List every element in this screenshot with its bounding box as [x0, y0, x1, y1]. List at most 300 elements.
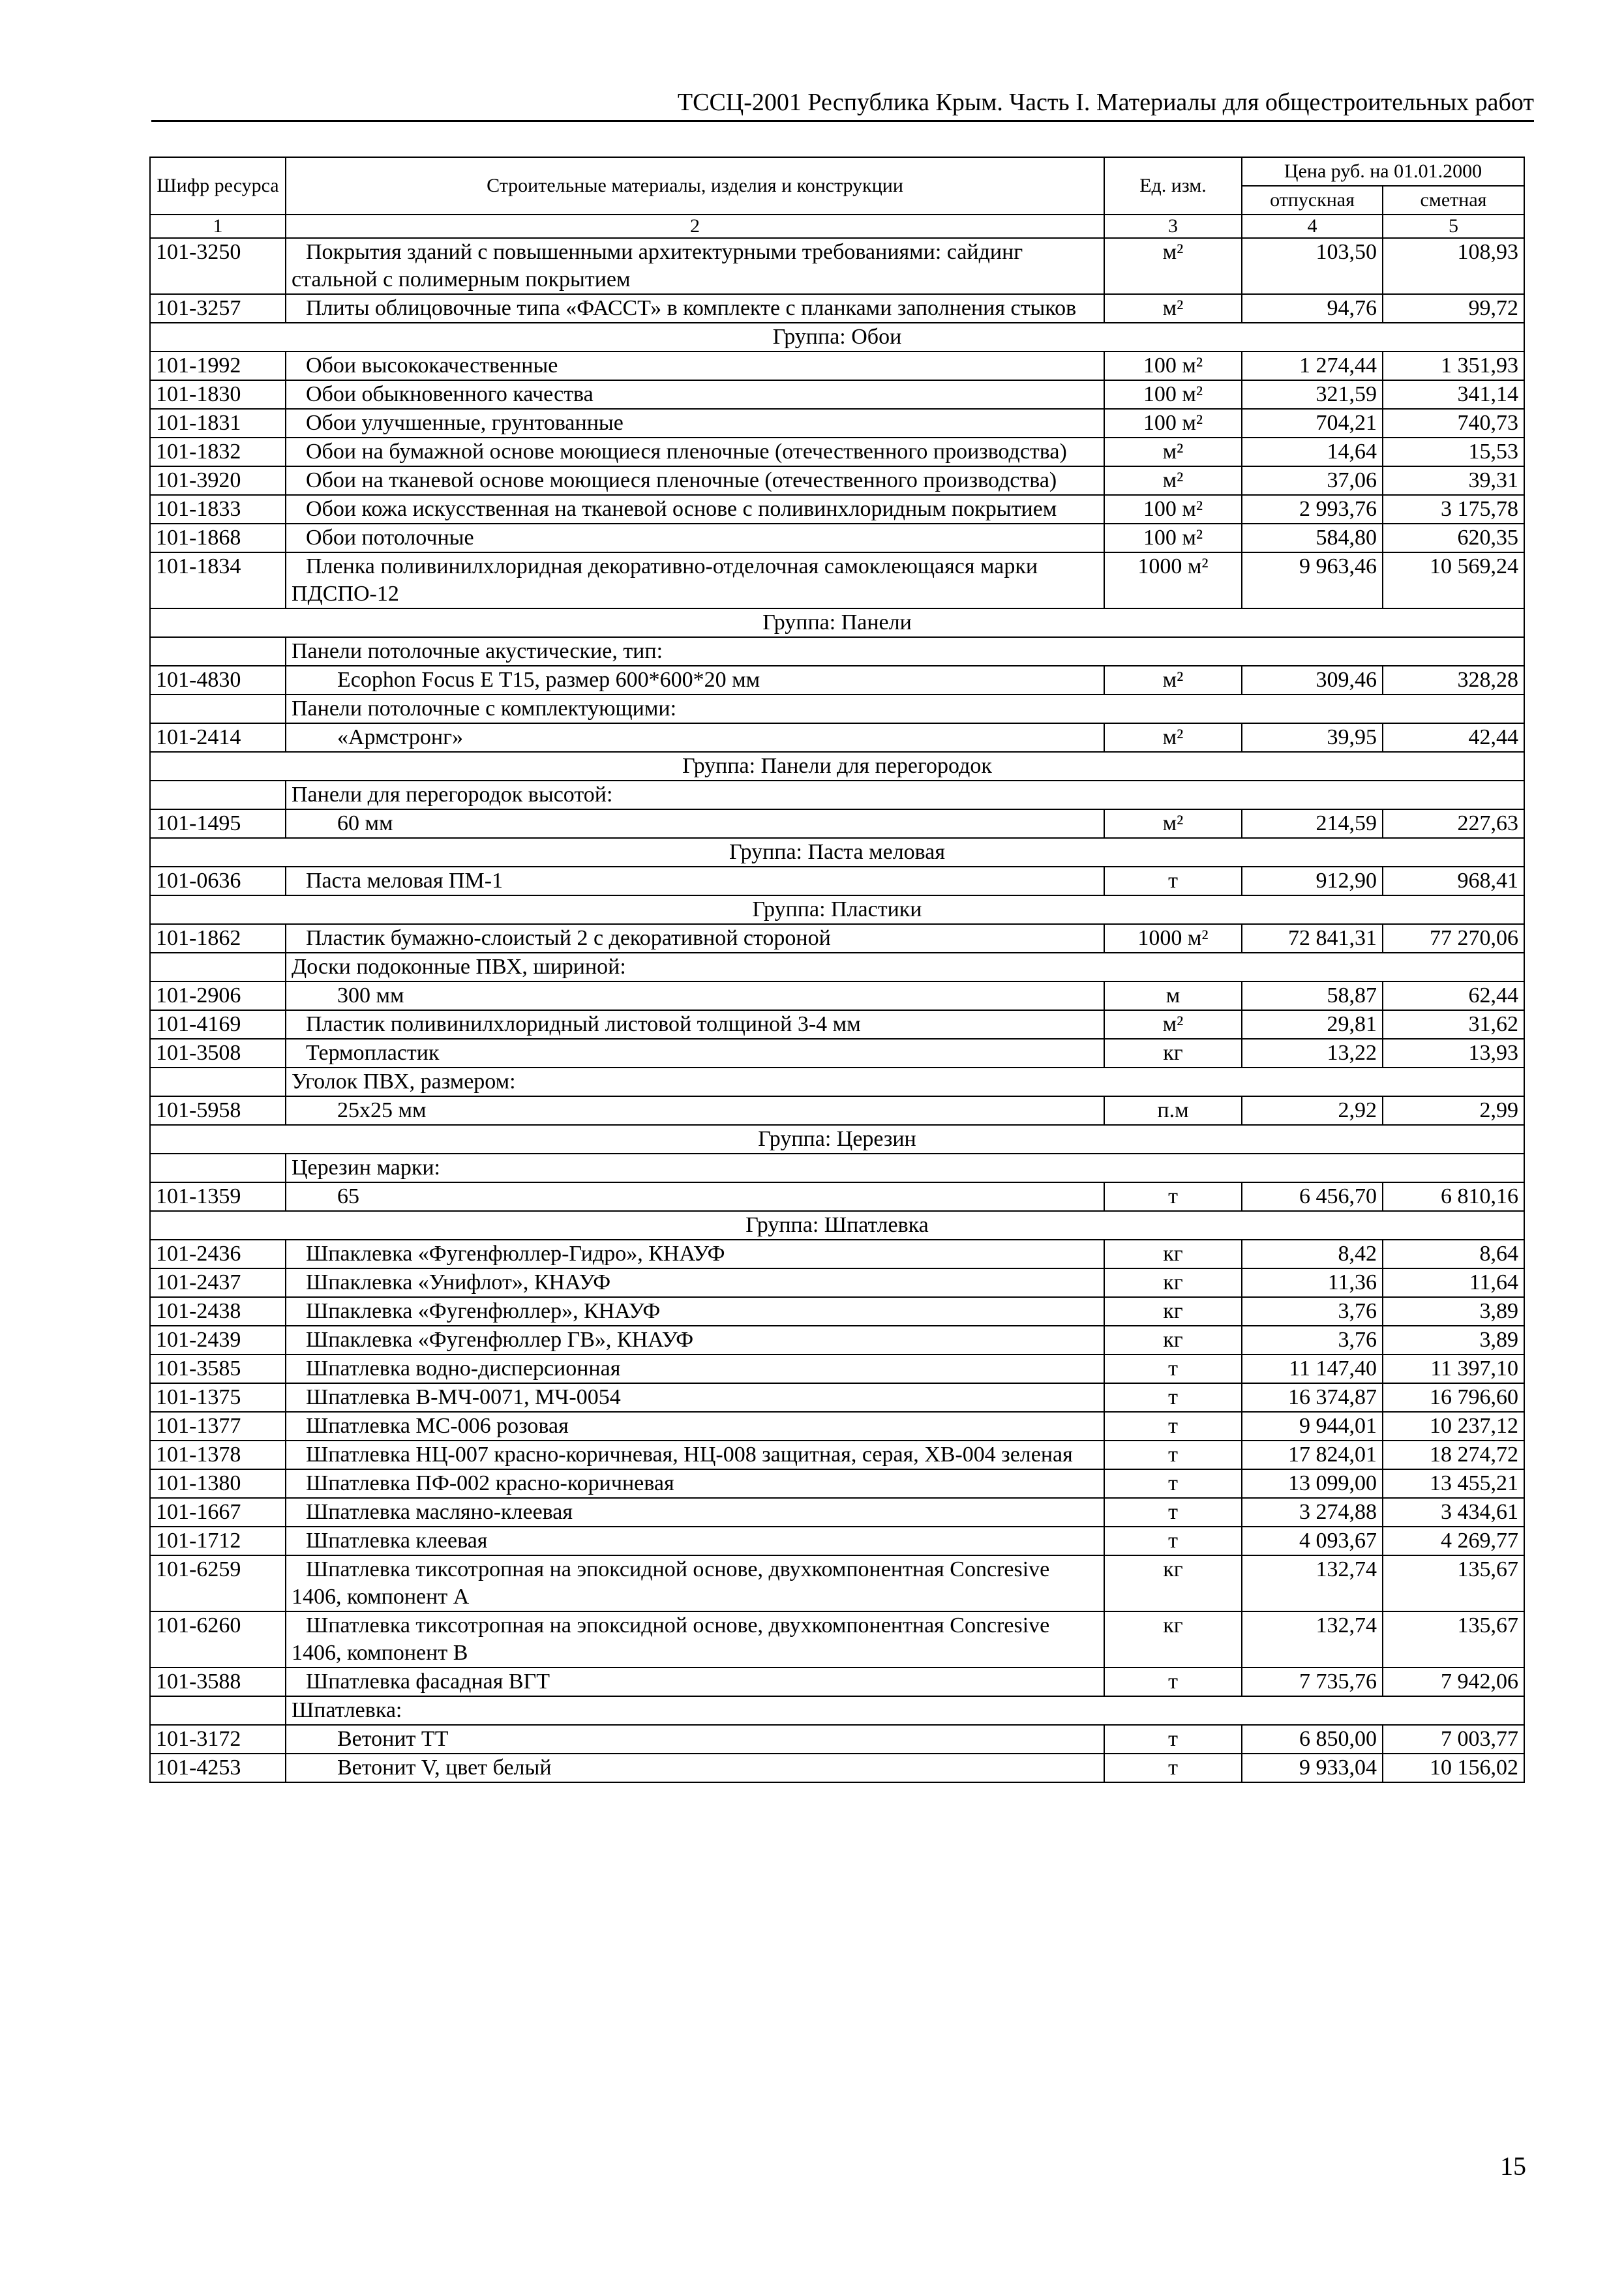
table-row	[150, 438, 1524, 466]
release-price-cell: 7 735,76	[1242, 1668, 1383, 1696]
group-heading-row	[150, 895, 1524, 924]
table-row	[150, 409, 1524, 438]
material-name-cell	[286, 380, 1104, 409]
release-price-cell: 584,80	[1242, 524, 1383, 552]
material-name-cell	[286, 1527, 1104, 1555]
table-row	[150, 1240, 1524, 1268]
release-price-cell: 16 374,87	[1242, 1383, 1383, 1412]
header-unit: Ед. изм.	[1104, 157, 1242, 215]
table-row	[150, 1383, 1524, 1412]
release-price-cell: 309,46	[1242, 666, 1383, 695]
material-name-cell	[286, 352, 1104, 380]
subheader-row	[150, 781, 1524, 809]
subheader-row	[150, 637, 1524, 666]
subheader-text: Шпатлевка:	[286, 1696, 1524, 1725]
material-name: Пластик бумажно-слоистый 2 с декоративной стороной	[306, 926, 831, 950]
material-name: Пленка поливинилхлоридная декоративно-отделочная самоклеющаяся марки ПДСПО-12	[292, 554, 1038, 606]
material-name: 60 мм	[337, 811, 393, 835]
material-name-cell	[286, 1555, 1104, 1611]
unit-cell: т	[1104, 867, 1242, 895]
unit-cell: м²	[1104, 294, 1242, 323]
unit-cell: 100 м²	[1104, 409, 1242, 438]
subheader-text: Уголок ПВХ, размером:	[286, 1068, 1524, 1096]
resource-code-cell: 101-3172	[150, 1725, 286, 1754]
header-rule	[151, 120, 1534, 122]
release-price-cell: 17 824,01	[1242, 1441, 1383, 1469]
table-row	[150, 1412, 1524, 1441]
table-row	[150, 352, 1524, 380]
unit-cell: м²	[1104, 666, 1242, 695]
material-name: Обои потолочные	[306, 526, 474, 550]
price-table	[149, 157, 1525, 1783]
table-header	[150, 157, 1524, 238]
material-name: Шпатлевка МС-006 розовая	[306, 1414, 569, 1438]
release-price-cell: 11 147,40	[1242, 1354, 1383, 1383]
release-price-cell: 132,74	[1242, 1611, 1383, 1668]
release-price-cell: 94,76	[1242, 294, 1383, 323]
table-row	[150, 524, 1524, 552]
table-row	[150, 809, 1524, 838]
table-row	[150, 1010, 1524, 1039]
subheader-empty-cell	[150, 1068, 286, 1096]
unit-cell: м²	[1104, 466, 1242, 495]
resource-code-cell: 101-1830	[150, 380, 286, 409]
group-heading-row	[150, 752, 1524, 781]
material-name-cell	[286, 924, 1104, 953]
material-name-cell	[286, 1326, 1104, 1354]
table-row	[150, 1297, 1524, 1326]
unit-cell: т	[1104, 1725, 1242, 1754]
unit-cell: м²	[1104, 438, 1242, 466]
estimate-price-cell: 341,14	[1383, 380, 1524, 409]
material-name: Шпатлевка фасадная ВГТ	[306, 1669, 550, 1694]
resource-code-cell: 101-1992	[150, 352, 286, 380]
release-price-cell: 72 841,31	[1242, 924, 1383, 953]
estimate-price-cell: 6 810,16	[1383, 1182, 1524, 1211]
unit-cell: 100 м²	[1104, 352, 1242, 380]
material-name: Шпаклевка «Фугенфюллер», КНАУФ	[306, 1299, 661, 1323]
estimate-price-cell: 8,64	[1383, 1240, 1524, 1268]
table-row	[150, 294, 1524, 323]
release-price-cell: 3 274,88	[1242, 1498, 1383, 1527]
material-name-cell	[286, 1441, 1104, 1469]
table-row	[150, 1354, 1524, 1383]
estimate-price-cell: 16 796,60	[1383, 1383, 1524, 1412]
material-name: 25x25 мм	[337, 1098, 427, 1122]
resource-code-cell: 101-1359	[150, 1182, 286, 1211]
group-heading-row	[150, 608, 1524, 637]
header-code: Шифр ресурса	[150, 157, 286, 215]
estimate-price-cell: 108,93	[1383, 238, 1524, 294]
release-price-cell: 58,87	[1242, 981, 1383, 1010]
estimate-price-cell: 39,31	[1383, 466, 1524, 495]
subheader-text: Доски подоконные ПВХ, шириной:	[286, 953, 1524, 981]
estimate-price-cell: 7 003,77	[1383, 1725, 1524, 1754]
table-row	[150, 495, 1524, 524]
estimate-price-cell: 11,64	[1383, 1268, 1524, 1297]
group-title: Группа: Обои	[150, 323, 1524, 352]
resource-code-cell: 101-3257	[150, 294, 286, 323]
subheader-row	[150, 1154, 1524, 1182]
release-price-cell: 1 274,44	[1242, 352, 1383, 380]
unit-cell: 100 м²	[1104, 380, 1242, 409]
table-row	[150, 466, 1524, 495]
material-name-cell	[286, 1725, 1104, 1754]
resource-code-cell: 101-2436	[150, 1240, 286, 1268]
resource-code-cell: 101-1375	[150, 1383, 286, 1412]
subheader-empty-cell	[150, 695, 286, 723]
table-row	[150, 1441, 1524, 1469]
material-name: Обои на бумажной основе моющиеся пленочные (отечественного производства)	[306, 440, 1067, 464]
table-row	[150, 1469, 1524, 1498]
material-name: Шпаклевка «Фугенфюллер-Гидро», КНАУФ	[306, 1242, 725, 1266]
resource-code-cell: 101-2437	[150, 1268, 286, 1297]
resource-code-cell: 101-3250	[150, 238, 286, 294]
material-name: Обои обыкновенного качества	[306, 382, 594, 406]
unit-cell: т	[1104, 1527, 1242, 1555]
material-name: Шпатлевка ПФ-002 красно-коричневая	[306, 1471, 674, 1495]
estimate-price-cell: 328,28	[1383, 666, 1524, 695]
material-name-cell	[286, 1182, 1104, 1211]
material-name-cell	[286, 294, 1104, 323]
material-name: Покрытия зданий с повышенными архитектурными требованиями: сайдинг стальной с полимерным покрытием	[292, 240, 1023, 292]
estimate-price-cell: 135,67	[1383, 1611, 1524, 1668]
subheader-empty-cell	[150, 1154, 286, 1182]
material-name-cell	[286, 495, 1104, 524]
group-title: Группа: Шпатлевка	[150, 1211, 1524, 1240]
unit-cell: м²	[1104, 723, 1242, 752]
material-name: Обои высококачественные	[306, 353, 558, 378]
material-name: Обои на тканевой основе моющиеся пленочные (отечественного производства)	[306, 468, 1057, 492]
unit-cell: т	[1104, 1668, 1242, 1696]
resource-code-cell: 101-4169	[150, 1010, 286, 1039]
unit-cell: т	[1104, 1498, 1242, 1527]
resource-code-cell: 101-1868	[150, 524, 286, 552]
material-name-cell	[286, 1240, 1104, 1268]
unit-cell: т	[1104, 1469, 1242, 1498]
table-row	[150, 1668, 1524, 1696]
release-price-cell: 14,64	[1242, 438, 1383, 466]
table-row	[150, 1498, 1524, 1527]
unit-cell: м	[1104, 981, 1242, 1010]
release-price-cell: 2 993,76	[1242, 495, 1383, 524]
material-name: Паста меловая ПМ-1	[306, 869, 504, 893]
subheader-row	[150, 953, 1524, 981]
resource-code-cell: 101-1495	[150, 809, 286, 838]
resource-code-cell: 101-2414	[150, 723, 286, 752]
table-row	[150, 238, 1524, 294]
resource-code-cell: 101-1834	[150, 552, 286, 608]
material-name: 65	[337, 1184, 359, 1208]
table-row	[150, 1754, 1524, 1782]
release-price-cell: 3,76	[1242, 1326, 1383, 1354]
material-name: Ветонит ТТ	[337, 1727, 449, 1751]
table-row	[150, 380, 1524, 409]
material-name-cell	[286, 238, 1104, 294]
resource-code-cell: 101-2439	[150, 1326, 286, 1354]
material-name-cell	[286, 1268, 1104, 1297]
estimate-price-cell: 968,41	[1383, 867, 1524, 895]
group-heading-row	[150, 1211, 1524, 1240]
column-number: 2	[286, 215, 1104, 238]
estimate-price-cell: 1 351,93	[1383, 352, 1524, 380]
release-price-cell: 704,21	[1242, 409, 1383, 438]
material-name-cell	[286, 1498, 1104, 1527]
group-title: Группа: Пластики	[150, 895, 1524, 924]
resource-code-cell: 101-1831	[150, 409, 286, 438]
release-price-cell: 2,92	[1242, 1096, 1383, 1125]
resource-code-cell: 101-1832	[150, 438, 286, 466]
resource-code-cell: 101-3508	[150, 1039, 286, 1068]
estimate-price-cell: 15,53	[1383, 438, 1524, 466]
resource-code-cell: 101-1833	[150, 495, 286, 524]
estimate-price-cell: 62,44	[1383, 981, 1524, 1010]
column-number: 4	[1242, 215, 1383, 238]
header-estimate: сметная	[1383, 186, 1524, 215]
material-name-cell	[286, 524, 1104, 552]
material-name-cell	[286, 1096, 1104, 1125]
resource-code-cell: 101-6259	[150, 1555, 286, 1611]
estimate-price-cell: 99,72	[1383, 294, 1524, 323]
resource-code-cell: 101-6260	[150, 1611, 286, 1668]
material-name-cell	[286, 1668, 1104, 1696]
unit-cell: кг	[1104, 1268, 1242, 1297]
material-name: Ветонит V, цвет белый	[337, 1756, 552, 1780]
material-name-cell	[286, 1383, 1104, 1412]
release-price-cell: 37,06	[1242, 466, 1383, 495]
release-price-cell: 29,81	[1242, 1010, 1383, 1039]
material-name-cell	[286, 1611, 1104, 1668]
group-heading-row	[150, 838, 1524, 867]
resource-code-cell: 101-2438	[150, 1297, 286, 1326]
release-price-cell: 912,90	[1242, 867, 1383, 895]
material-name-cell	[286, 1754, 1104, 1782]
unit-cell: т	[1104, 1182, 1242, 1211]
release-price-cell: 6 850,00	[1242, 1725, 1383, 1754]
material-name: 300 мм	[337, 983, 404, 1008]
subheader-row	[150, 1696, 1524, 1725]
estimate-price-cell: 4 269,77	[1383, 1527, 1524, 1555]
estimate-price-cell: 3 175,78	[1383, 495, 1524, 524]
material-name: Ecophon Focus E T15, размер 600*600*20 мм	[337, 668, 760, 692]
material-name-cell	[286, 1297, 1104, 1326]
column-number: 3	[1104, 215, 1242, 238]
header-price: Цена руб. на 01.01.2000	[1242, 157, 1524, 186]
material-name-cell	[286, 1412, 1104, 1441]
release-price-cell: 321,59	[1242, 380, 1383, 409]
estimate-price-cell: 3,89	[1383, 1326, 1524, 1354]
resource-code-cell: 101-1380	[150, 1469, 286, 1498]
resource-code-cell: 101-2906	[150, 981, 286, 1010]
unit-cell: кг	[1104, 1240, 1242, 1268]
estimate-price-cell: 7 942,06	[1383, 1668, 1524, 1696]
estimate-price-cell: 13 455,21	[1383, 1469, 1524, 1498]
material-name: Шпатлевка В-МЧ-0071, МЧ-0054	[306, 1385, 621, 1409]
estimate-price-cell: 740,73	[1383, 409, 1524, 438]
resource-code-cell: 101-4830	[150, 666, 286, 695]
unit-cell: т	[1104, 1354, 1242, 1383]
material-name-cell	[286, 981, 1104, 1010]
estimate-price-cell: 31,62	[1383, 1010, 1524, 1039]
unit-cell: 100 м²	[1104, 495, 1242, 524]
table-row	[150, 924, 1524, 953]
subheader-empty-cell	[150, 1696, 286, 1725]
material-name-cell	[286, 438, 1104, 466]
material-name: Шпаклевка «Унифлот», КНАУФ	[306, 1270, 611, 1294]
resource-code-cell: 101-1712	[150, 1527, 286, 1555]
unit-cell: кг	[1104, 1555, 1242, 1611]
unit-cell: 1000 м²	[1104, 552, 1242, 608]
subheader-text: Церезин марки:	[286, 1154, 1524, 1182]
unit-cell: п.м	[1104, 1096, 1242, 1125]
table-row	[150, 1555, 1524, 1611]
material-name: Термопластик	[306, 1041, 440, 1065]
material-name-cell	[286, 1469, 1104, 1498]
unit-cell: т	[1104, 1383, 1242, 1412]
estimate-price-cell: 227,63	[1383, 809, 1524, 838]
material-name-cell	[286, 1039, 1104, 1068]
estimate-price-cell: 13,93	[1383, 1039, 1524, 1068]
estimate-price-cell: 10 156,02	[1383, 1754, 1524, 1782]
table-row	[150, 1326, 1524, 1354]
group-heading-row	[150, 1125, 1524, 1154]
material-name: Шпатлевка тиксотропная на эпоксидной основе, двухкомпонентная Concresive 1406, компонент А	[292, 1557, 1050, 1609]
material-name-cell	[286, 867, 1104, 895]
release-price-cell: 132,74	[1242, 1555, 1383, 1611]
resource-code-cell: 101-4253	[150, 1754, 286, 1782]
table-row	[150, 666, 1524, 695]
unit-cell: м²	[1104, 1010, 1242, 1039]
material-name: Шпатлевка клеевая	[306, 1529, 488, 1553]
material-name-cell	[286, 809, 1104, 838]
table-row	[150, 1725, 1524, 1754]
material-name: «Армстронг»	[337, 725, 464, 749]
page-number: 15	[1500, 2151, 1526, 2181]
release-price-cell: 6 456,70	[1242, 1182, 1383, 1211]
subheader-text: Панели потолочные с комплектующими:	[286, 695, 1524, 723]
estimate-price-cell: 10 569,24	[1383, 552, 1524, 608]
subheader-empty-cell	[150, 953, 286, 981]
subheader-empty-cell	[150, 781, 286, 809]
group-title: Группа: Церезин	[150, 1125, 1524, 1154]
subheader-row	[150, 695, 1524, 723]
estimate-price-cell: 42,44	[1383, 723, 1524, 752]
material-name-cell	[286, 723, 1104, 752]
material-name: Обои кожа искусственная на тканевой основе с поливинхлоридным покрытием	[306, 497, 1057, 521]
unit-cell: т	[1104, 1754, 1242, 1782]
table-row	[150, 1527, 1524, 1555]
estimate-price-cell: 620,35	[1383, 524, 1524, 552]
material-name: Плиты облицовочные типа «ФАССТ» в комплекте с планками заполнения стыков	[306, 296, 1077, 320]
table-row	[150, 1096, 1524, 1125]
unit-cell: т	[1104, 1441, 1242, 1469]
estimate-price-cell: 3 434,61	[1383, 1498, 1524, 1527]
unit-cell: кг	[1104, 1326, 1242, 1354]
unit-cell: 100 м²	[1104, 524, 1242, 552]
material-name: Шпатлевка масляно-клеевая	[306, 1500, 573, 1524]
table-row	[150, 981, 1524, 1010]
material-name: Шпаклевка «Фугенфюллер ГВ», КНАУФ	[306, 1328, 694, 1352]
release-price-cell: 11,36	[1242, 1268, 1383, 1297]
resource-code-cell: 101-3920	[150, 466, 286, 495]
table-row	[150, 1182, 1524, 1211]
table-row	[150, 1039, 1524, 1068]
release-price-cell: 4 093,67	[1242, 1527, 1383, 1555]
unit-cell: кг	[1104, 1611, 1242, 1668]
subheader-text: Панели потолочные акустические, тип:	[286, 637, 1524, 666]
release-price-cell: 39,95	[1242, 723, 1383, 752]
resource-code-cell: 101-0636	[150, 867, 286, 895]
release-price-cell: 103,50	[1242, 238, 1383, 294]
table-row	[150, 552, 1524, 608]
unit-cell: м²	[1104, 809, 1242, 838]
resource-code-cell: 101-1378	[150, 1441, 286, 1469]
unit-cell: кг	[1104, 1297, 1242, 1326]
unit-cell: 1000 м²	[1104, 924, 1242, 953]
resource-code-cell: 101-1377	[150, 1412, 286, 1441]
unit-cell: т	[1104, 1412, 1242, 1441]
group-title: Группа: Панели для перегородок	[150, 752, 1524, 781]
table-body	[150, 238, 1524, 1782]
estimate-price-cell: 135,67	[1383, 1555, 1524, 1611]
release-price-cell: 9 933,04	[1242, 1754, 1383, 1782]
table-row	[150, 723, 1524, 752]
estimate-price-cell: 10 237,12	[1383, 1412, 1524, 1441]
material-name: Обои улучшенные, грунтованные	[306, 411, 624, 435]
group-heading-row	[150, 323, 1524, 352]
header-name: Строительные материалы, изделия и конструкции	[286, 157, 1104, 215]
material-name-cell	[286, 1010, 1104, 1039]
unit-cell: кг	[1104, 1039, 1242, 1068]
release-price-cell: 214,59	[1242, 809, 1383, 838]
material-name-cell	[286, 409, 1104, 438]
resource-code-cell: 101-3588	[150, 1668, 286, 1696]
release-price-cell: 3,76	[1242, 1297, 1383, 1326]
estimate-price-cell: 77 270,06	[1383, 924, 1524, 953]
column-number: 1	[150, 215, 286, 238]
estimate-price-cell: 11 397,10	[1383, 1354, 1524, 1383]
resource-code-cell: 101-5958	[150, 1096, 286, 1125]
table-row	[150, 1611, 1524, 1668]
table-row	[150, 1268, 1524, 1297]
group-title: Группа: Паста меловая	[150, 838, 1524, 867]
document-header: ТССЦ-2001 Республика Крым. Часть I. Материалы для общестроительных работ	[677, 89, 1534, 116]
subheader-empty-cell	[150, 637, 286, 666]
estimate-price-cell: 18 274,72	[1383, 1441, 1524, 1469]
resource-code-cell: 101-3585	[150, 1354, 286, 1383]
material-name: Шпатлевка НЦ-007 красно-коричневая, НЦ-008 защитная, серая, ХВ-004 зеленая	[306, 1443, 1073, 1467]
material-name-cell	[286, 552, 1104, 608]
material-name-cell	[286, 666, 1104, 695]
resource-code-cell: 101-1862	[150, 924, 286, 953]
column-numbers-row	[150, 215, 1524, 238]
subheader-row	[150, 1068, 1524, 1096]
unit-cell: м²	[1104, 238, 1242, 294]
release-price-cell: 8,42	[1242, 1240, 1383, 1268]
material-name: Пластик поливинилхлоридный листовой толщиной 3-4 мм	[306, 1012, 861, 1036]
resource-code-cell: 101-1667	[150, 1498, 286, 1527]
header-release: отпускная	[1242, 186, 1383, 215]
table-row	[150, 867, 1524, 895]
material-name: Шпатлевка водно-дисперсионная	[306, 1356, 621, 1381]
estimate-price-cell: 2,99	[1383, 1096, 1524, 1125]
release-price-cell: 9 963,46	[1242, 552, 1383, 608]
subheader-text: Панели для перегородок высотой:	[286, 781, 1524, 809]
material-name-cell	[286, 1354, 1104, 1383]
release-price-cell: 13,22	[1242, 1039, 1383, 1068]
column-number: 5	[1383, 215, 1524, 238]
release-price-cell: 9 944,01	[1242, 1412, 1383, 1441]
